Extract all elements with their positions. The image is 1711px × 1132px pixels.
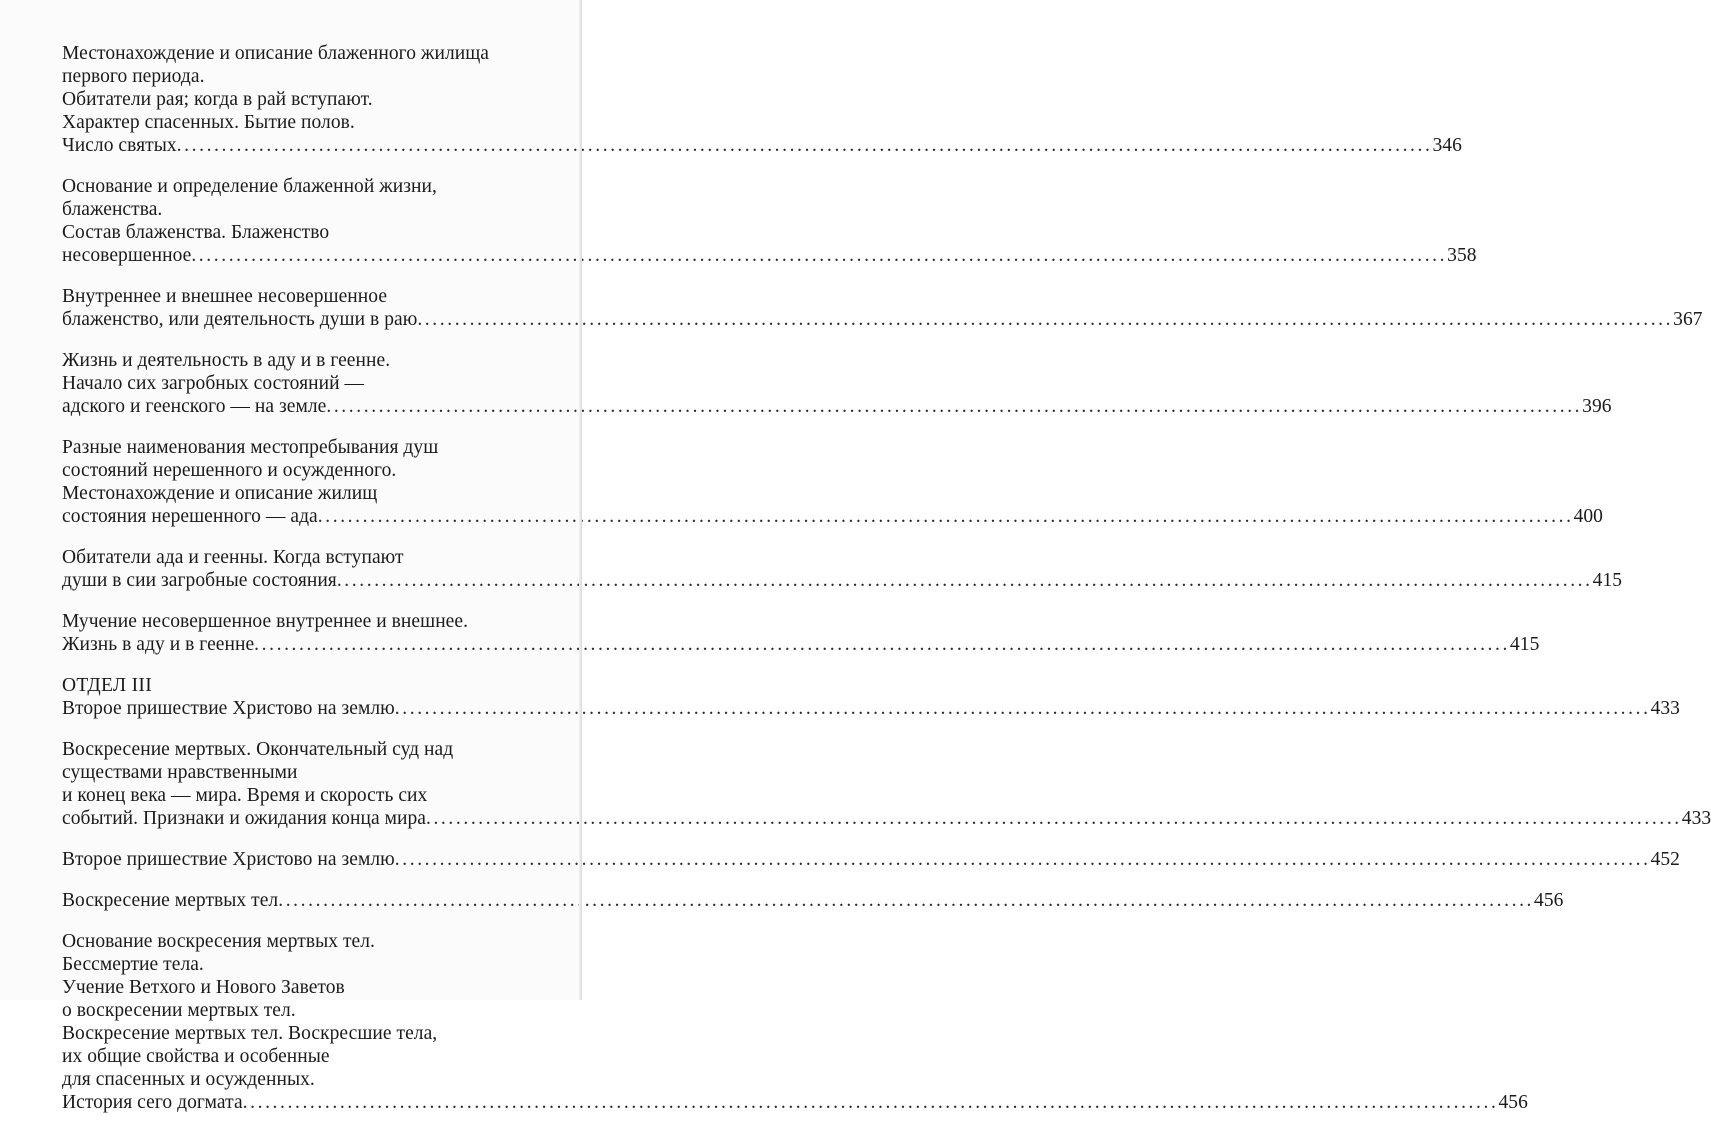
toc-line: Жизнь и деятельность в аду и в геенне. <box>62 350 391 371</box>
toc-entry <box>62 349 1612 418</box>
toc-entry-title: Второе пришествие Христово на землю <box>62 698 395 719</box>
dot-leader <box>417 308 1673 331</box>
toc-entry-title: блаженство, или деятельность души в раю <box>62 309 418 330</box>
toc-leader-line <box>62 505 1603 528</box>
toc-content <box>62 42 1711 1132</box>
toc-line: Основание воскресения мертвых тел. <box>62 931 375 952</box>
page-number: 415 <box>1509 634 1540 655</box>
toc-line: Характер спасенных. Бытие полов. <box>62 112 355 133</box>
dot-leader <box>426 807 1682 830</box>
toc-leader-line <box>62 697 1680 720</box>
toc-entry-title: История сего догмата <box>62 1092 243 1113</box>
toc-line: состояний нерешенного и осужденного. <box>62 460 397 481</box>
toc-line: существами нравственными <box>62 762 298 783</box>
toc-leader-line <box>62 807 1711 830</box>
toc-line: Воскресение мертвых тел. Воскресшие тела, <box>62 1023 438 1044</box>
toc-entry-title: событий. Признаки и ожидания конца мира <box>62 808 426 829</box>
page-number: 367 <box>1673 309 1703 330</box>
toc-entry <box>62 285 1703 331</box>
toc-entry-title: несовершенное <box>62 245 192 266</box>
toc-line: Местонахождение и описание жилищ <box>62 483 378 504</box>
toc-entry <box>62 930 1528 1114</box>
toc-line: и конец века — мира. Время и скорость сих <box>62 785 428 806</box>
page-number: 346 <box>1432 135 1462 156</box>
toc-leader-line <box>62 308 1703 331</box>
toc-leader-line <box>62 633 1540 656</box>
toc-entry-title: Воскресение мертвых тел <box>62 890 279 911</box>
toc-leader-line <box>62 889 1564 912</box>
page-number: 452 <box>1650 849 1680 870</box>
toc-leader-line <box>62 848 1680 871</box>
toc-line: блаженства. <box>62 199 163 220</box>
toc-line: Мучение несовершенное внутреннее и внешнее. <box>62 611 469 632</box>
toc-line: о воскресении мертвых тел. <box>62 1000 296 1021</box>
toc-entry <box>62 610 1540 656</box>
dot-leader <box>243 1091 1499 1114</box>
page-number: 456 <box>1498 1092 1528 1113</box>
page-number: 396 <box>1582 396 1612 417</box>
toc-entry-title: Жизнь в аду и в геенне <box>62 634 255 655</box>
section-title: ОТДЕЛ III <box>62 675 153 696</box>
toc-entry <box>62 42 1462 157</box>
page-number: 400 <box>1573 506 1603 527</box>
dot-leader <box>337 569 1593 592</box>
toc-entry <box>62 738 1711 830</box>
toc-leader-line <box>62 134 1462 157</box>
toc-line: Воскресение мертвых. Окончательный суд над <box>62 739 454 760</box>
toc-leader-line <box>62 1091 1528 1114</box>
toc-entry-title: адского и геенского — на земле <box>62 396 327 417</box>
toc-entry <box>62 175 1477 267</box>
toc-leader-line <box>62 395 1612 418</box>
toc-entry <box>62 697 1680 720</box>
dot-leader <box>177 134 1433 157</box>
page-number: 358 <box>1447 245 1477 266</box>
page-number: 433 <box>1681 808 1711 829</box>
toc-entry <box>62 889 1564 912</box>
toc-entry <box>62 546 1623 592</box>
toc-entry-title: Число святых <box>62 135 177 156</box>
dot-leader <box>326 395 1582 418</box>
toc-line: Обитатели ада и геенны. Когда вступают <box>62 547 404 568</box>
toc-entry-title: состояния нерешенного — ада <box>62 506 318 527</box>
toc-entry-title: Второе пришествие Христово на землю <box>62 849 395 870</box>
toc-leader-line <box>62 569 1623 592</box>
dot-leader <box>254 633 1510 656</box>
page-number: 433 <box>1650 698 1680 719</box>
toc-entry-title: души в сии загробные состояния <box>62 570 337 591</box>
toc-line: Местонахождение и описание блаженного жилища <box>62 43 489 64</box>
dot-leader <box>395 697 1651 720</box>
page-number: 415 <box>1592 570 1623 591</box>
page-edge-shadow <box>579 0 582 1000</box>
toc-line: первого периода. <box>62 66 205 87</box>
toc-line: для спасенных и осужденных. <box>62 1069 315 1090</box>
dot-leader <box>278 889 1534 912</box>
dot-leader <box>191 244 1447 267</box>
dot-leader <box>395 848 1651 871</box>
toc-line: Начало сих загробных состояний — <box>62 373 365 394</box>
toc-line: Обитатели рая; когда в рай вступают. <box>62 89 373 110</box>
toc-leader-line <box>62 244 1477 267</box>
toc-line: их общие свойства и особенные <box>62 1046 330 1067</box>
toc-line: Основание и определение блаженной жизни, <box>62 176 437 197</box>
toc-line: Состав блаженства. Блаженство <box>62 222 330 243</box>
toc-line: Учение Ветхого и Нового Заветов <box>62 977 345 998</box>
toc-line: Бессмертие тела. <box>62 954 204 975</box>
toc-line: Разные наименования местопребывания душ <box>62 437 439 458</box>
page-number: 456 <box>1534 890 1564 911</box>
dot-leader <box>318 505 1574 528</box>
toc-entry <box>62 848 1680 871</box>
toc-line: Внутреннее и внешнее несовершенное <box>62 286 388 307</box>
toc-entry <box>62 436 1603 528</box>
